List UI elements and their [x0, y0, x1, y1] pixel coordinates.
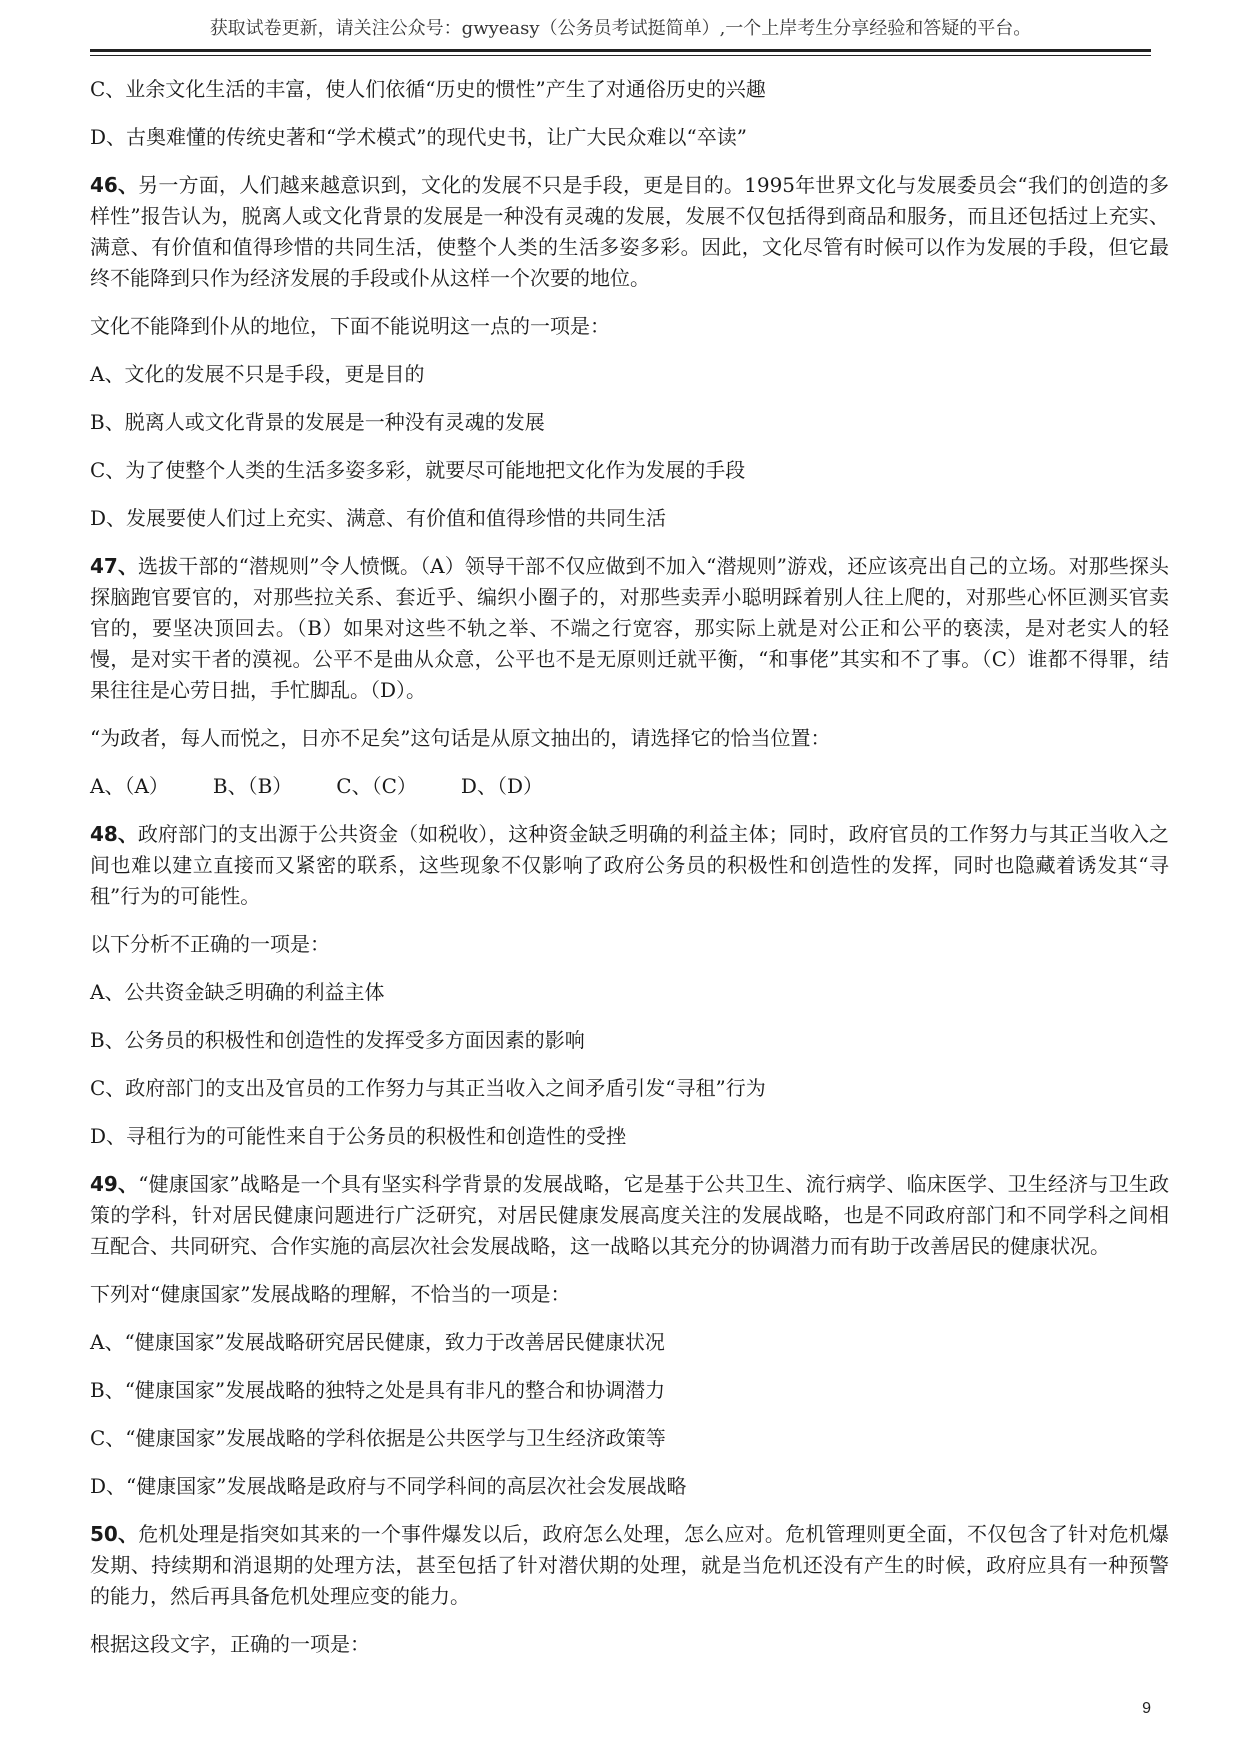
question-stem: 根据这段文字，正确的一项是：: [90, 1632, 370, 1656]
question-text: 政府部门的支出源于公共资金（如税收），这种资金缺乏明确的利益主体；同时，政府官员的工作努力与其正当收入之间也难以建立直接而又紧密的联系，这些现象不仅影响了政府公务员的积极性和创造性的发挥，同时也隐藏着诱发其“寻租”行为的可能性。: [90, 822, 1170, 908]
answer-option: B、脱离人或文化背景的发展是一种没有灵魂的发展: [90, 410, 545, 434]
question-number: 50、: [90, 1522, 139, 1546]
answer-option: B、“健康国家”发展战略的独特之处是具有非凡的整合和协调潜力: [90, 1378, 666, 1402]
question-paragraph: [90, 170, 1169, 294]
question-number: 47、: [90, 554, 139, 578]
document-body: [90, 74, 1169, 1677]
answer-option: D、发展要使人们过上充实、满意、有价值和值得珍惜的共同生活: [90, 506, 667, 530]
question-stem: “为政者，每人而悦之，日亦不足矣”这句话是从原文抽出的，请选择它的恰当位置：: [90, 726, 831, 750]
answer-option: A、“健康国家”发展战略研究居民健康，致力于改善居民健康状况: [90, 1330, 665, 1354]
answer-option: B、（B）: [212, 774, 293, 798]
page-number: 9: [1142, 1700, 1151, 1717]
answer-option: A、公共资金缺乏明确的利益主体: [90, 980, 385, 1004]
question-text: 危机处理是指突如其来的一个事件爆发以后，政府怎么处理，怎么应对。危机管理则更全面，不仅包含了针对危机爆发期、持续期和消退期的处理方法，甚至包括了针对潜伏期的处理，就是当危机还没有产生的时候，政府应具有一种预警的能力，然后再具备危机处理应变的能力。: [90, 1522, 1169, 1608]
answer-options-row: [90, 771, 1169, 802]
question-number: 49、: [90, 1172, 139, 1196]
answer-option: B、公务员的积极性和创造性的发挥受多方面因素的影响: [90, 1028, 585, 1052]
question-stem: 下列对“健康国家”发展战略的理解，不恰当的一项是：: [90, 1282, 571, 1306]
answer-option: C、业余文化生活的丰富，使人们依循“历史的惯性”产生了对通俗历史的兴趣: [90, 77, 766, 101]
question-number: 46、: [90, 173, 139, 197]
page-header: 获取试卷更新，请关注公众号：gwyeasy（公务员考试挺简单）,一个上岸考生分享经验和答疑的平台。: [209, 18, 1032, 39]
answer-option: D、“健康国家”发展战略是政府与不同学科间的高层次社会发展战略: [90, 1474, 687, 1498]
question-paragraph: [90, 819, 1169, 912]
answer-option: C、（C）: [336, 774, 417, 798]
answer-option: D、（D）: [460, 774, 543, 798]
question-paragraph: [90, 551, 1169, 706]
question-paragraph: [90, 1519, 1169, 1612]
answer-option: A、（A）: [90, 774, 169, 798]
question-text: 选拔干部的“潜规则”令人愤慨。（A）领导干部不仅应做到不加入“潜规则”游戏，还应该亮出自己的立场。对那些探头探脑跑官要官的，对那些拉关系、套近乎、编织小圈子的，对那些卖弄小聪明踩着别人往上爬的，对那些心怀叵测买官卖官的，要坚决顶回去。（B）如果对这些不轨之举、不端之行宽容，那实际上就是对公正和公平的亵渎，是对老实人的轻慢，是对实干者的漠视。公平不是曲从众意，公平也不是无原则迁就平衡，“和事佬”其实和不了事。（C）谁都不得罪，结果往往是心劳日拙，手忙脚乱。（D）。: [90, 554, 1169, 702]
question-text: “健康国家”战略是一个具有坚实科学背景的发展战略，它是基于公共卫生、流行病学、临床医学、卫生经济与卫生政策的学科，针对居民健康问题进行广泛研究，对居民健康发展高度关注的发展战略，也是不同政府部门和不同学科之间相互配合、共同研究、合作实施的高层次社会发展战略，这一战略以其充分的协调潜力而有助于改善居民的健康状况。: [90, 1172, 1169, 1258]
answer-option: C、为了使整个人类的生活多姿多彩，就要尽可能地把文化作为发展的手段: [90, 458, 746, 482]
answer-option: D、寻租行为的可能性来自于公务员的积极性和创造性的受挫: [90, 1124, 627, 1148]
header-divider: [90, 49, 1151, 52]
answer-option: A、文化的发展不只是手段，更是目的: [90, 362, 425, 386]
question-number: 48、: [90, 822, 138, 846]
question-stem: 文化不能降到仆从的地位，下面不能说明这一点的一项是：: [90, 314, 610, 338]
question-text: 另一方面，人们越来越意识到，文化的发展不只是手段，更是目的。1995年世界文化与发展委员会“我们的创造的多样性”报告认为，脱离人或文化背景的发展是一种没有灵魂的发展，发展不仅包括得到商品和服务，而且还包括过上充实、满意、有价值和值得珍惜的共同生活，使整个人类的生活多姿多彩。因此，文化尽管有时候可以作为发展的手段，但它最终不能降到只作为经济发展的手段或仆从这样一个次要的地位。: [90, 173, 1169, 290]
header-divider-thin: [90, 55, 1151, 56]
question-paragraph: [90, 1169, 1169, 1262]
question-stem: 以下分析不正确的一项是：: [90, 932, 330, 956]
answer-option: C、政府部门的支出及官员的工作努力与其正当收入之间矛盾引发“寻租”行为: [90, 1076, 766, 1100]
answer-option: D、古奥难懂的传统史著和“学术模式”的现代史书，让广大民众难以“卒读”: [90, 125, 747, 149]
answer-option: C、“健康国家”发展战略的学科依据是公共医学与卫生经济政策等: [90, 1426, 666, 1450]
